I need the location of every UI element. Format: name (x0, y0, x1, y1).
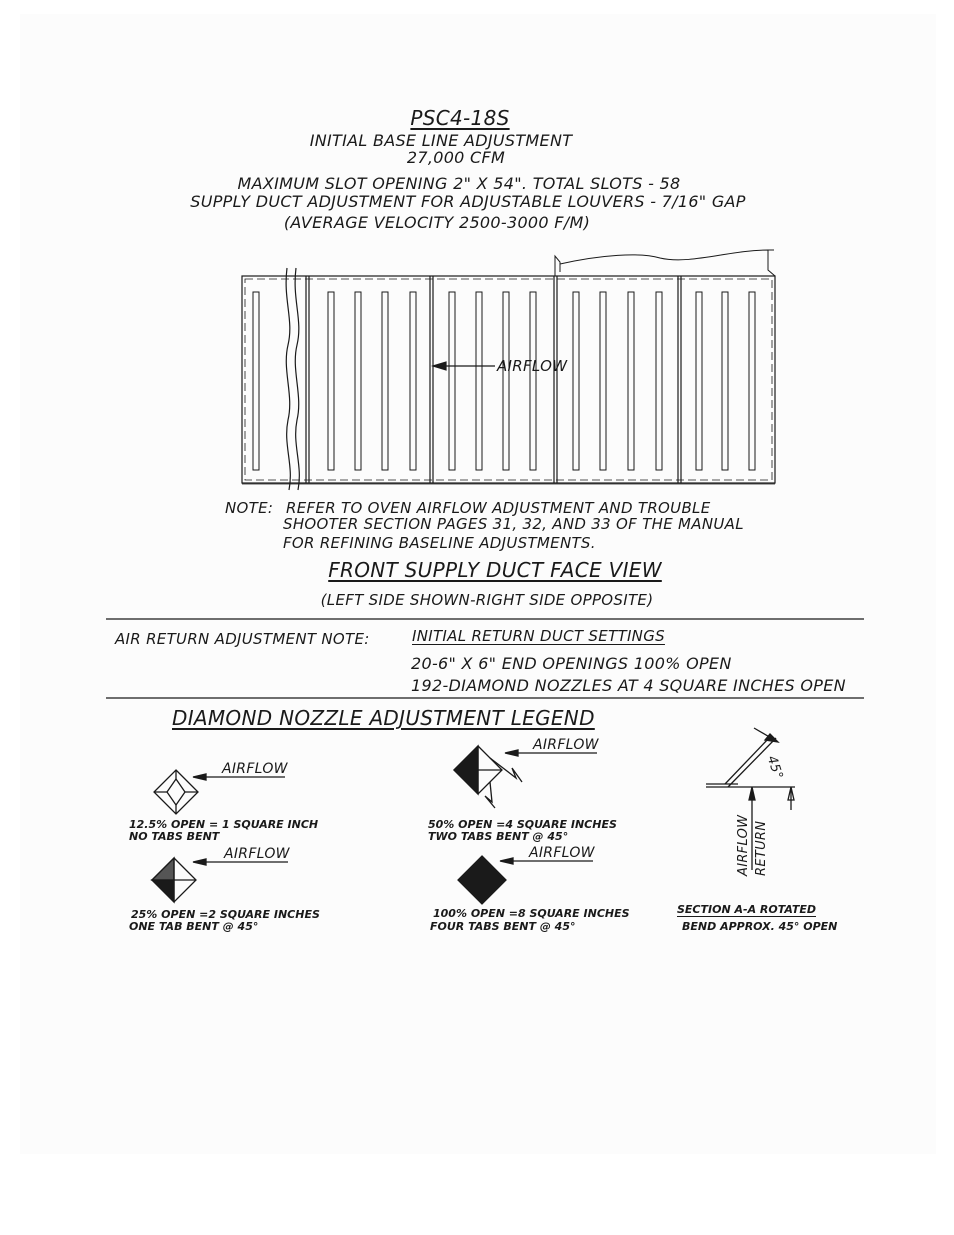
legend-airflow-label-4: AIRFLOW (529, 845, 595, 861)
legend-airflow-label-1: AIRFLOW (222, 761, 288, 777)
air-return-line-1: 20-6" X 6" END OPENINGS 100% OPEN (411, 654, 732, 673)
legend-item-100-line-2: FOUR TABS BENT @ 45° (430, 920, 576, 933)
legend-item-12-line-1: 12.5% OPEN = 1 SQUARE INCH (129, 818, 319, 831)
header-line-2: SUPPLY DUCT ADJUSTMENT FOR ADJUSTABLE LOUVERS - 7/16" GAP (190, 192, 746, 211)
note-line-3: FOR REFINING BASELINE ADJUSTMENTS. (283, 534, 596, 552)
note-line-1: REFER TO OVEN AIRFLOW ADJUSTMENT AND TROUBLE (286, 499, 711, 517)
air-return-line-2: 192-DIAMOND NOZZLES AT 4 SQUARE INCHES OPEN (411, 676, 846, 695)
legend-item-50-line-2: TWO TABS BENT @ 45° (428, 830, 569, 843)
note-line-2: SHOOTER SECTION PAGES 31, 32, AND 33 OF THE MANUAL (283, 515, 744, 533)
diamond-nozzle-100-icon (458, 856, 506, 904)
section-return-label: RETURN (754, 820, 769, 876)
legend-arrowhead (500, 858, 513, 864)
legend-item-50-line-1: 50% OPEN =4 SQUARE INCHES (428, 818, 617, 831)
front-view-title: FRONT SUPPLY DUCT FACE VIEW (328, 558, 662, 582)
section-angle-label: 45° (763, 754, 786, 782)
section-note: BEND APPROX. 45° OPEN (682, 920, 838, 933)
legend-arrowhead (193, 774, 206, 780)
header-line-1: MAXIMUM SLOT OPENING 2" X 54". TOTAL SLOTS - 58 (237, 174, 681, 193)
legend-arrowhead (193, 859, 206, 865)
diamond-nozzle-50-icon (454, 746, 522, 808)
air-return-label: AIR RETURN ADJUSTMENT NOTE: (115, 630, 370, 648)
legend-title: DIAMOND NOZZLE ADJUSTMENT LEGEND (172, 706, 595, 730)
duct-airflow-label: AIRFLOW (497, 357, 568, 375)
air-return-heading: INITIAL RETURN DUCT SETTINGS (412, 627, 665, 645)
legend-item-25-line-1: 25% OPEN =2 SQUARE INCHES (131, 908, 320, 921)
diamond-nozzle-12-icon (154, 770, 198, 814)
model-title: PSC4-18S (410, 106, 510, 130)
legend-item-100-line-1: 100% OPEN =8 SQUARE INCHES (433, 907, 630, 920)
legend-item-25-line-2: ONE TAB BENT @ 45° (129, 920, 259, 933)
header-cfm: 27,000 CFM (406, 148, 506, 167)
legend-airflow-label-3: AIRFLOW (533, 737, 599, 753)
note-label: NOTE: (225, 499, 274, 517)
legend-arrowhead (505, 750, 518, 756)
header-subtitle: INITIAL BASE LINE ADJUSTMENT (309, 131, 573, 150)
diamond-nozzle-25-icon (152, 858, 196, 902)
section-airflow-label: AIRFLOW (736, 814, 751, 876)
section-title: SECTION A-A ROTATED (677, 903, 816, 916)
front-view-subtitle: (LEFT SIDE SHOWN-RIGHT SIDE OPPOSITE) (320, 591, 654, 609)
header-line-3: (AVERAGE VELOCITY 2500-3000 F/M) (283, 213, 591, 232)
legend-item-12-line-2: NO TABS BENT (129, 830, 220, 843)
legend-airflow-label-2: AIRFLOW (224, 846, 290, 862)
